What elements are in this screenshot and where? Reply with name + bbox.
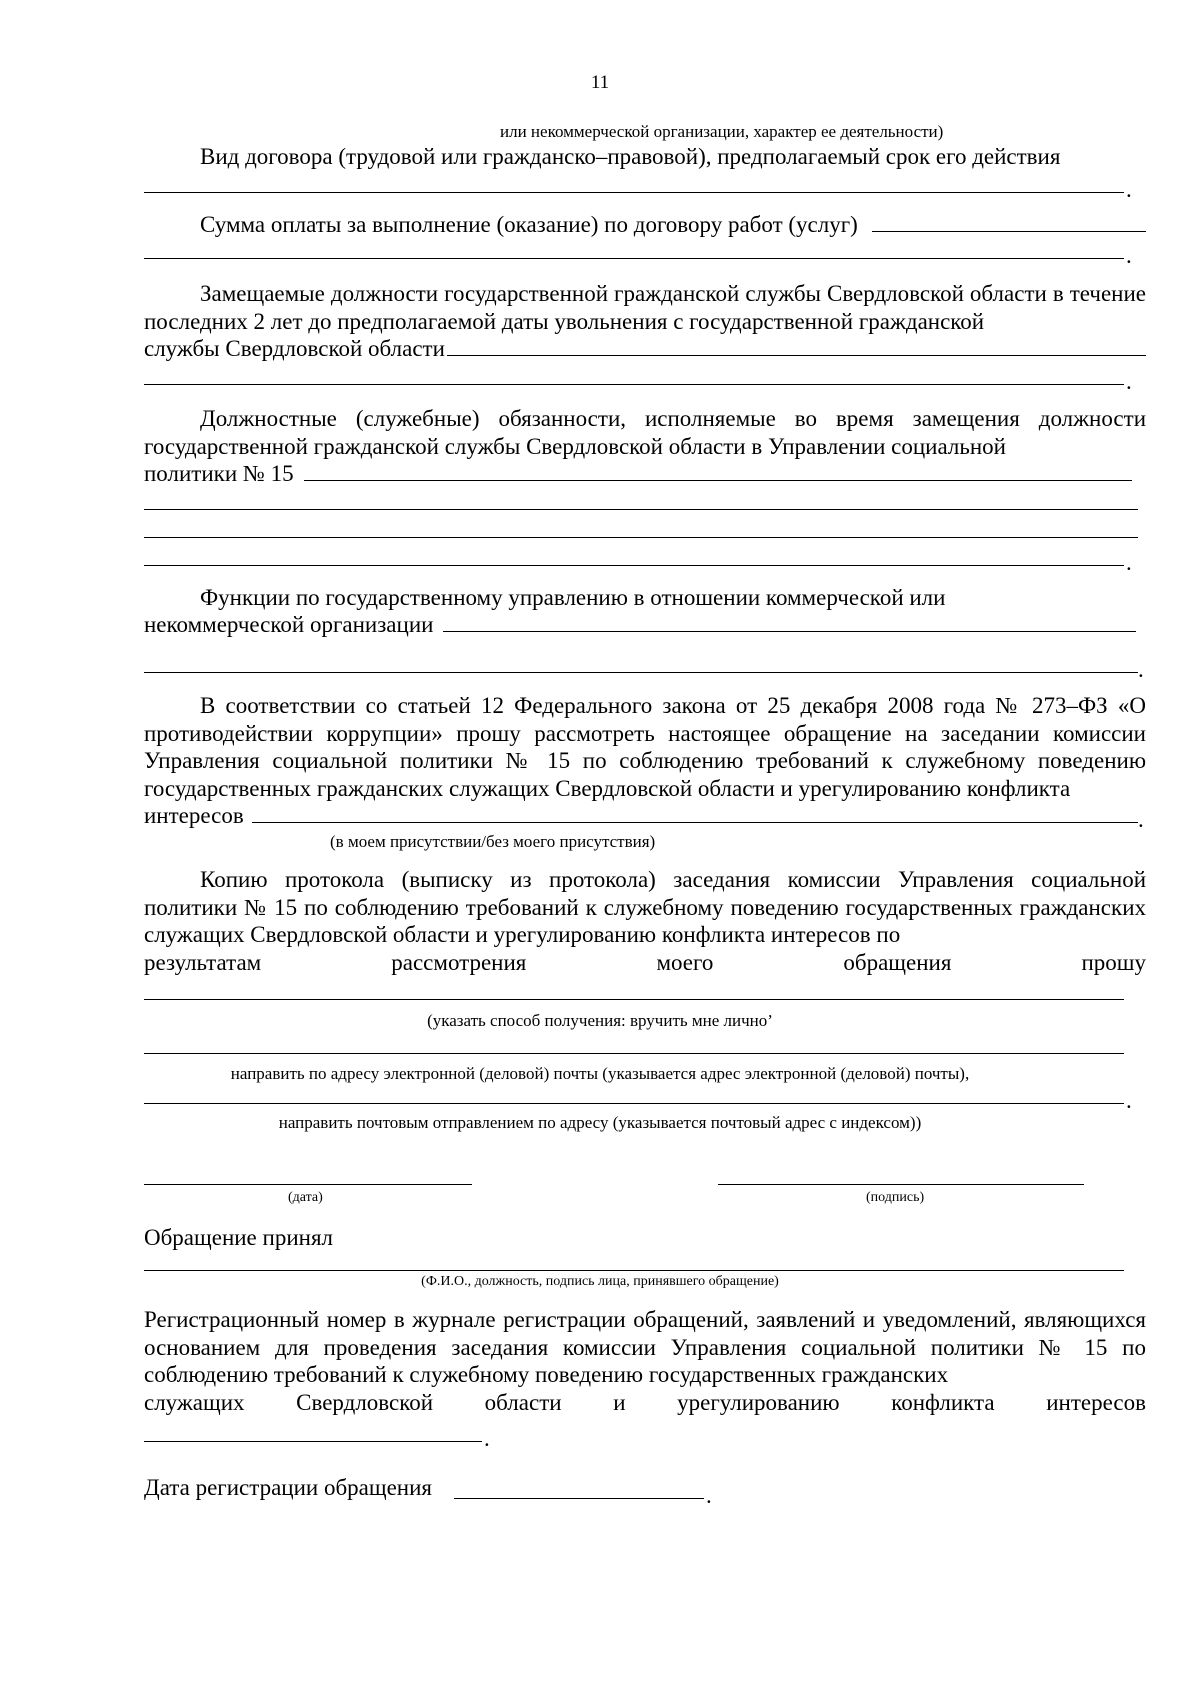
request-input-line[interactable] [252,802,1138,823]
delivery-caption-3: направить почтовым отправлением по адресу (указывается почтовый адрес с индексом)) [278,1113,922,1132]
positions-paragraph: Замещаемые должности государственной гражданской службы Свердловской области в течение последних 2 лет до предполагаемой даты увольнения с государственной гражданской [144,281,1146,334]
duties-input-line[interactable] [304,460,1132,481]
top-caption: или некоммерческой организации, характер ее деятельности) [500,122,944,141]
functions-input-line[interactable] [443,611,1136,632]
period-mark: . [1138,657,1144,682]
request-caption: (в моем присутствии/без моего присутствия) [330,832,656,851]
signature-line[interactable] [718,1184,1084,1185]
copy-word: обращения [843,950,952,975]
positions-input-line[interactable] [447,335,1146,356]
payment-input-line[interactable] [872,211,1146,232]
contract-type-paragraph: Вид договора (трудовой или гражданско–правовой), предполагаемый срок его действия [200,144,1061,169]
duties-tail [144,460,1132,488]
functions-paragraph: Функции по государственному управлению в отношении коммерческой или [200,585,946,610]
reg-date-label: Дата регистрации обращения [144,1475,432,1500]
registration-word: урегулированию [677,1390,840,1415]
period-mark: . [1126,1088,1132,1113]
period-mark: . [1138,807,1144,832]
payment-line[interactable] [144,258,1124,259]
delivery-caption-2: направить по адресу электронной (деловой) почты (указывается адрес электронной (деловой) почты), [230,1064,970,1083]
accepted-line[interactable] [144,1270,1124,1271]
copy-word: результатам [144,950,262,975]
registration-word: Свердловской [296,1390,434,1415]
request-paragraph: В соответствии со статьей 12 Федерального закона от 25 декабря 2008 года № 273–ФЗ «О противодействии коррупции» прошу рассмотреть настоящее обращение на заседании комиссии Управления социальной политики № 15 по соблюдению требований к служебному поведению государственных гражданских служащих Свердловской области и урегулированию конфликта [144,693,1146,801]
reg-date-row [144,1474,432,1502]
reg-date-line[interactable] [454,1498,704,1499]
delivery-line-3[interactable] [144,1103,1124,1104]
contract-type-line[interactable] [144,192,1124,193]
duties-line-2[interactable] [144,537,1138,538]
registration-word: области [484,1390,562,1415]
signature-caption: (подпись) [866,1190,925,1205]
positions-tail [144,335,1146,363]
copy-word: прошу [1081,950,1146,975]
accepted-caption: (Ф.И.О., должность, подпись лица, принявшего обращение) [421,1274,779,1289]
delivery-line-2[interactable] [144,1053,1124,1054]
period-mark: . [1126,243,1132,268]
payment-paragraph [144,211,1146,239]
registration-word: служащих [144,1390,245,1415]
page-number: 11 [590,72,610,93]
payment-label: Сумма оплаты за выполнение (оказание) по договору работ (услуг) [200,212,858,237]
copy-paragraph: Копию протокола (выписку из протокола) заседания комиссии Управления социальной политики № 15 по соблюдению требований к служебному поведению государственных гражданских служащих Свердловской области и урегулированию конфликта интересов по [144,867,1146,947]
request-tail [144,802,1138,830]
duties-line-3[interactable] [144,565,1124,566]
accepted-label: Обращение принял [144,1225,333,1250]
registration-word: конфликта [891,1390,995,1415]
copy-word: рассмотрения [391,950,527,975]
period-mark: . [1126,550,1132,575]
registration-number-line[interactable] [144,1441,482,1442]
period-mark: . [1126,177,1132,202]
duties-label: политики № 15 [144,461,294,486]
registration-word: интересов [1046,1390,1146,1415]
functions-label: некоммерческой организации [144,612,434,637]
duties-paragraph: Должностные (служебные) обязанности, исполняемые во время замещения должности государственной гражданской службы Свердловской области в Управлении социальной [144,406,1146,459]
date-line[interactable] [144,1184,472,1185]
date-caption: (дата) [288,1190,323,1205]
period-mark: . [484,1426,490,1451]
period-mark: . [1126,369,1132,394]
delivery-caption-1: (указать способ получения: вручить мне лично’ [427,1011,773,1030]
request-label: интересов [144,803,244,828]
copy-word: моего [656,950,714,975]
copy-last-line [144,949,1146,977]
functions-line[interactable] [144,672,1138,673]
functions-tail [144,611,1136,639]
positions-line[interactable] [144,384,1124,385]
duties-line-1[interactable] [144,509,1138,510]
registration-paragraph: Регистрационный номер в журнале регистрации обращений, заявлений и уведомлений, являющихся основанием для проведения заседания комиссии Управления социальной политики № 15 по соблюдению требований к служебному поведению государственных гражданских [144,1307,1146,1387]
registration-word: и [613,1390,626,1415]
registration-last-line [144,1389,1146,1417]
positions-label: службы Свердловской области [144,336,445,361]
delivery-line-1[interactable] [144,999,1124,1000]
period-mark: . [706,1483,712,1508]
